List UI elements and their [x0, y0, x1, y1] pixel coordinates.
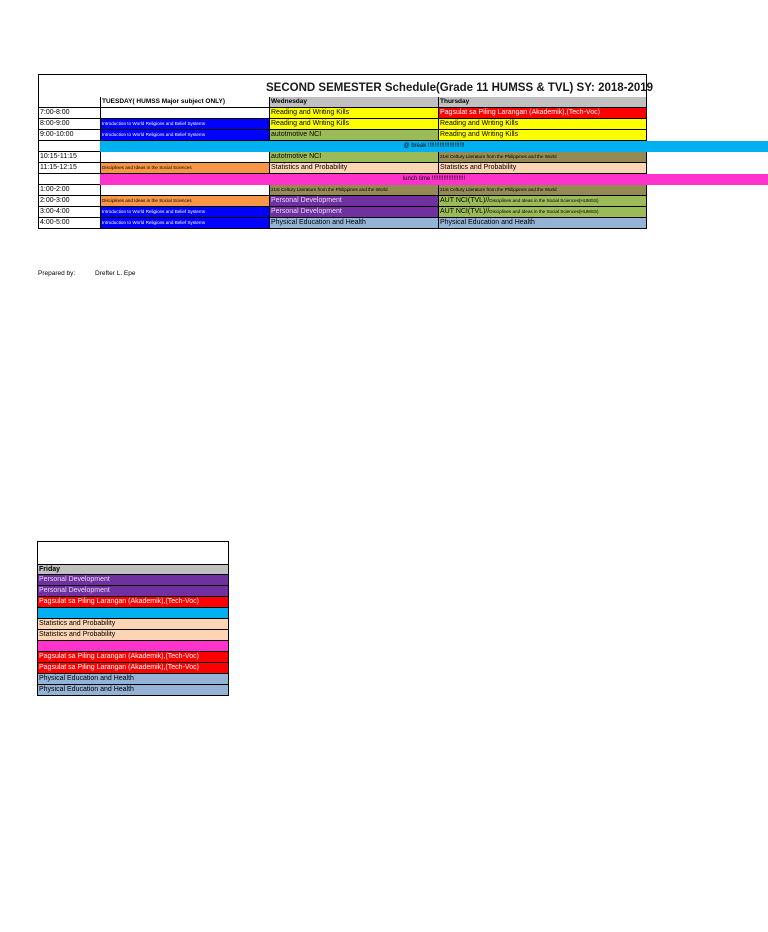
tuesday-cell	[100, 152, 269, 163]
thursday-cell	[438, 207, 647, 218]
time-cell: 1:00-2:00	[38, 185, 100, 196]
table-row	[38, 218, 647, 229]
wednesday-cell: Statistics and Probability	[269, 163, 438, 174]
lunch-band: lunch time !!!!!!!!!!!!!!!!!!!!	[100, 174, 768, 185]
friday-cell: Pagsulat sa Piling Larangan (Akademik),(Tech-Voc)	[37, 652, 229, 663]
wednesday-cell: Reading and Writing Kills	[269, 108, 438, 119]
schedule-table	[38, 74, 654, 229]
schedule-title: SECOND SEMESTER Schedule(Grade 11 HUMSS & TVL) SY: 2018-2019	[266, 82, 654, 94]
tuesday-cell: Introduction to World Religions and Belief Systems	[100, 130, 269, 141]
friday-cell: Physical Education and Health	[37, 674, 229, 685]
friday-table	[37, 541, 229, 696]
time-cell	[38, 174, 100, 185]
table-row	[38, 119, 647, 130]
prepared-label: Prepared by:	[38, 270, 76, 277]
thursday-cell: Physical Education and Health	[438, 218, 647, 229]
table-row	[38, 108, 647, 119]
thursday-main-text: AUT NCI(TVL)//	[440, 197, 490, 204]
friday-lunch-cell	[37, 641, 229, 652]
friday-cell: Physical Education and Health	[37, 685, 229, 696]
break-row	[38, 141, 768, 152]
header-time	[38, 97, 100, 108]
header-tuesday: TUESDAY( HUMSS Major subject ONLY)	[100, 97, 269, 108]
header-row	[38, 97, 647, 108]
prepared-by	[38, 270, 154, 277]
wednesday-cell: autotmotive NCI	[269, 152, 438, 163]
table-row	[38, 152, 647, 163]
header-thursday: Thursday	[438, 97, 647, 108]
tuesday-cell	[100, 108, 269, 119]
prepared-name: Drefter L. Epe	[95, 270, 136, 277]
thursday-cell: 21st Celtury Literature from the Philippines and the World	[438, 185, 647, 196]
friday-cell: Statistics and Probability	[37, 619, 229, 630]
tuesday-cell: Disciplines and Ideas in the Social Sciences	[100, 196, 269, 207]
title-row	[38, 75, 654, 97]
thursday-cell	[438, 196, 647, 207]
friday-cell: Pagsulat sa Piling Larangan (Akademik),(Tech-Voc)	[37, 597, 229, 608]
thursday-small-text: Disciplines and Ideas in the Social Sciences(HUMSS)	[489, 198, 599, 203]
time-cell	[38, 141, 100, 152]
tuesday-cell	[100, 185, 269, 196]
table-row	[38, 196, 647, 207]
time-cell: 4:00-5:00	[38, 218, 100, 229]
thursday-cell: Pagsulat sa Piling Larangan (Akademik),(Tech-Voc)	[438, 108, 647, 119]
thursday-cell: Reading and Writing Kills	[438, 130, 647, 141]
time-cell: 11:15-12:15	[38, 163, 100, 174]
wednesday-cell: Personal Development	[269, 196, 438, 207]
time-cell: 8:00-9:00	[38, 119, 100, 130]
wednesday-cell: Personal Development	[269, 207, 438, 218]
thursday-cell: 21st Celtury Literature from the Philippines and the World	[438, 152, 647, 163]
friday-cell: Pagsulat sa Piling Larangan (Akademik),(Tech-Voc)	[37, 663, 229, 674]
tuesday-cell: Introduction to World Religions and Belief Systems	[100, 218, 269, 229]
time-cell: 10:15-11:15	[38, 152, 100, 163]
time-cell: 3:00-4:00	[38, 207, 100, 218]
wednesday-cell: autotmotive NCI	[269, 130, 438, 141]
friday-top-blank	[37, 541, 229, 564]
header-friday: Friday	[37, 564, 229, 575]
wednesday-cell: Physical Education and Health	[269, 218, 438, 229]
friday-cell: Statistics and Probability	[37, 630, 229, 641]
tuesday-cell: Introduction to World Religions and Belief Systems	[100, 119, 269, 130]
wednesday-cell: 21st Celtury Literature from the Philippines and the World	[269, 185, 438, 196]
time-cell: 2:00-3:00	[38, 196, 100, 207]
time-cell: 9:00-10:00	[38, 130, 100, 141]
friday-break-cell	[37, 608, 229, 619]
thursday-main-text: AUT NCI(TVL)//	[440, 208, 490, 215]
friday-cell: Personal Development	[37, 586, 229, 597]
thursday-small-text: Disciplines and Ideas in the Social Sciences(HUMSS)	[489, 209, 599, 214]
thursday-cell: Reading and Writing Kills	[438, 119, 647, 130]
break-band: @ break !!!!!!!!!!!!!!!!!!!!!!	[100, 141, 768, 152]
header-wednesday: Wednesday	[269, 97, 438, 108]
table-row	[38, 207, 647, 218]
table-row	[38, 130, 647, 141]
friday-cell: Personal Development	[37, 575, 229, 586]
table-row	[38, 185, 647, 196]
time-cell: 7:00-8:00	[38, 108, 100, 119]
lunch-row	[38, 174, 768, 185]
wednesday-cell: Reading and Writing Kills	[269, 119, 438, 130]
table-row	[38, 163, 647, 174]
tuesday-cell: Disciplines and Ideas in the Social Sciences	[100, 163, 269, 174]
thursday-cell: Statistics and Probability	[438, 163, 647, 174]
tuesday-cell: Introduction to World Religions and Belief Systems	[100, 207, 269, 218]
